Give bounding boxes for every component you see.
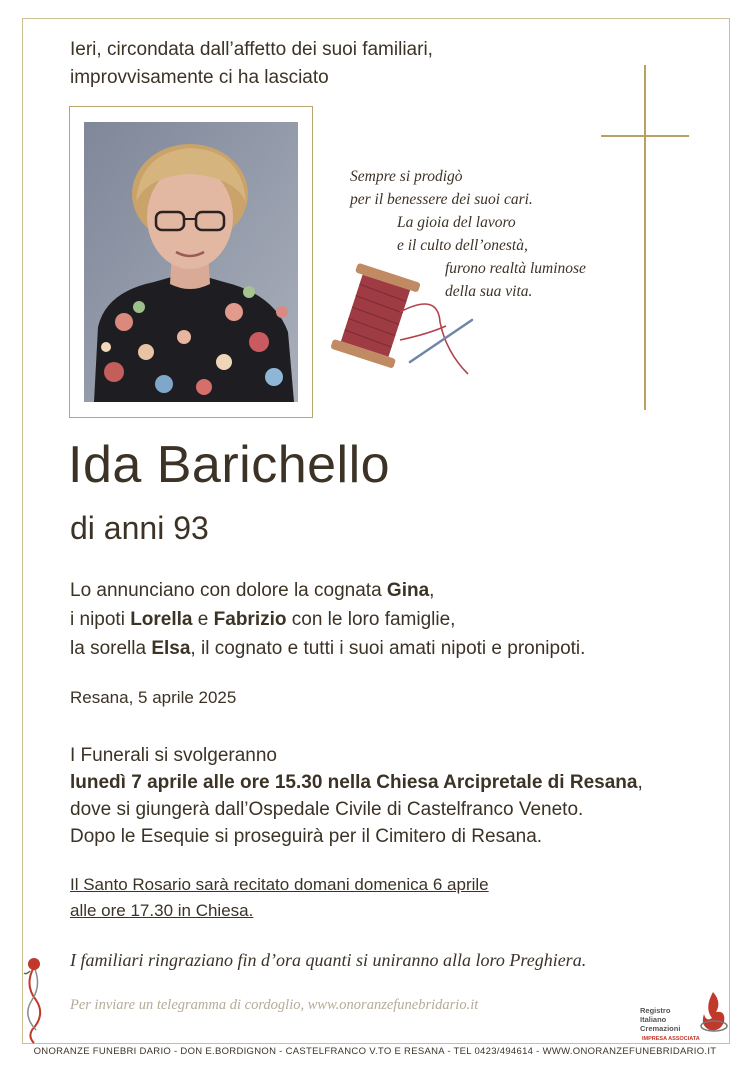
intro-text bbox=[70, 36, 433, 92]
text: i nipoti bbox=[70, 609, 131, 630]
rosary-line-2: alle ore 17.30 in Chiesa. bbox=[70, 901, 254, 920]
portrait-photo bbox=[84, 122, 298, 402]
text: con le loro famiglie, bbox=[286, 609, 456, 630]
text: Lo annunciano con dolore la cognata bbox=[70, 580, 387, 601]
thread-spool-icon bbox=[328, 262, 488, 387]
text: la sorella bbox=[70, 638, 152, 659]
funeral-line-1: I Funerali si svolgeranno bbox=[70, 745, 277, 766]
logo-subtitle: IMPRESA ASSOCIATA bbox=[642, 1036, 700, 1042]
funeral-info bbox=[70, 742, 643, 850]
relative-name: Fabrizio bbox=[213, 609, 287, 630]
relative-name: Gina bbox=[386, 580, 430, 601]
rosary-line-1: Il Santo Rosario sarà recitato domani domenica 6 aprile bbox=[70, 875, 489, 894]
intro-line-2: improvvisamente ci ha lasciato bbox=[70, 67, 329, 88]
telegram-link[interactable]: Per inviare un telegramma di cordoglio, www.onoranzefunebridario.it bbox=[70, 997, 479, 1013]
announcement-line-3 bbox=[70, 634, 585, 663]
logo-line: Italiano bbox=[640, 1015, 667, 1024]
cross-vertical bbox=[644, 65, 646, 410]
logo-text bbox=[640, 1006, 680, 1033]
announcement-line-2 bbox=[70, 605, 585, 634]
relative-name: Lorella bbox=[130, 609, 193, 630]
flame-icon bbox=[696, 988, 730, 1039]
rose-logo-icon bbox=[20, 955, 48, 1045]
text: , bbox=[637, 772, 643, 793]
rosary-info bbox=[70, 872, 489, 924]
funeral-date-time: lunedì 7 aprile alle ore 15.30 nella Chiesa Arcipretale di Resana bbox=[70, 772, 638, 793]
funeral-line-4: Dopo le Esequie si proseguirà per il Cimitero di Resana. bbox=[70, 826, 543, 847]
place-date: Resana, 5 aprile 2025 bbox=[70, 688, 237, 707]
thanks-text: I familiari ringraziano fin d’ora quanti si uniranno alla loro Preghiera. bbox=[70, 950, 587, 970]
logo-line: Registro bbox=[640, 1006, 671, 1015]
announcement bbox=[70, 576, 585, 663]
poem-line: e il culto dell’onestà, bbox=[397, 237, 528, 254]
logo-line: Cremazioni bbox=[640, 1024, 681, 1033]
announcement-line-1 bbox=[70, 576, 585, 605]
text: e bbox=[192, 609, 214, 630]
funeral-line-3: dove si giungerà dall’Ospedale Civile di Castelfranco Veneto. bbox=[70, 799, 584, 820]
text: , il cognato e tutti i suoi amati nipoti e pronipoti. bbox=[190, 638, 586, 659]
poem-line: Sempre si prodigò bbox=[350, 168, 463, 185]
deceased-age: di anni 93 bbox=[70, 510, 209, 546]
cross-horizontal bbox=[601, 135, 689, 137]
registro-cremazioni-logo bbox=[640, 988, 732, 1046]
poem-line: per il benessere dei suoi cari. bbox=[350, 191, 533, 208]
relative-name: Elsa bbox=[151, 638, 191, 659]
poem-line: della sua vita. bbox=[445, 283, 533, 300]
deceased-name: Ida Barichello bbox=[68, 436, 391, 494]
poem-line: furono realtà luminose bbox=[445, 260, 586, 277]
intro-line-1: Ieri, circondata dall’affetto dei suoi familiari, bbox=[70, 39, 433, 60]
footer-text: ONORANZE FUNEBRI DARIO - DON E.BORDIGNON - CASTELFRANCO V.TO E RESANA - TEL 0423/494614 - WWW.ONORANZEFUNEBRIDARIO.IT bbox=[33, 1046, 717, 1057]
funeral-line-2 bbox=[70, 769, 643, 796]
text: , bbox=[429, 580, 435, 601]
poem-line: La gioia del lavoro bbox=[397, 214, 516, 231]
